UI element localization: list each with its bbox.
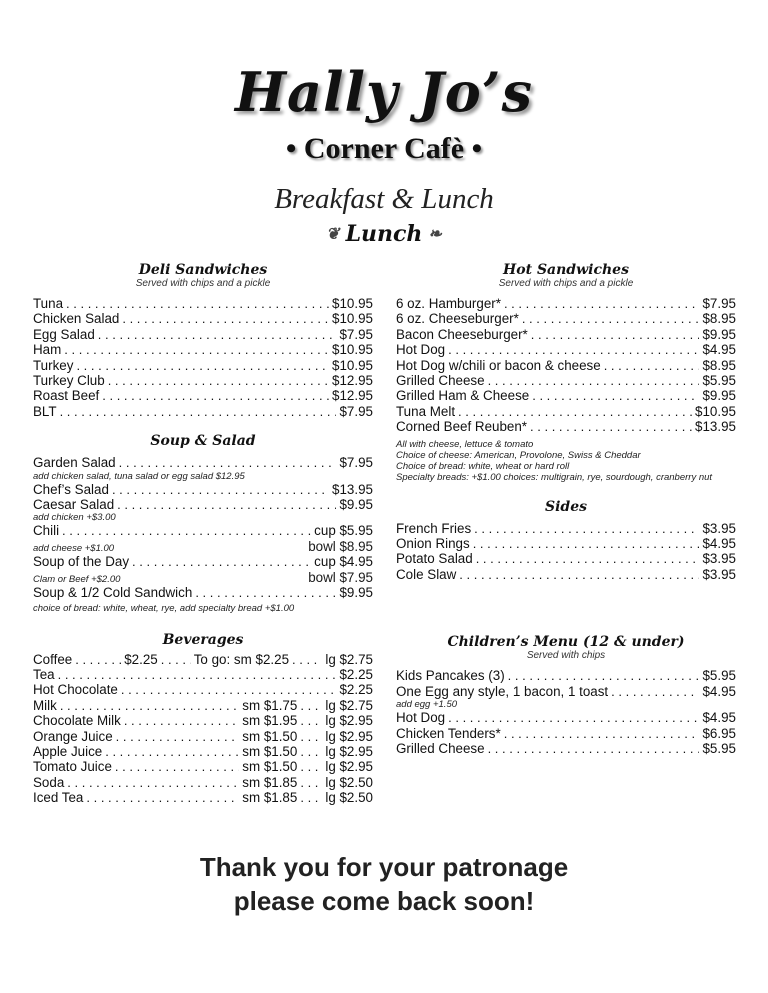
hot-note: All with cheese, lettuce & tomato bbox=[396, 438, 534, 450]
deli-subtitle: Served with chips and a pickle bbox=[135, 278, 271, 289]
menu-item: Hot Chocolate . . . $2.25 bbox=[33, 682, 373, 697]
deli-title: Deli Sandwiches bbox=[138, 262, 268, 278]
logo-subtitle: • Corner Cafè • bbox=[285, 132, 483, 165]
hot-title: Hot Sandwiches bbox=[503, 262, 629, 278]
menu-item: Hot Dog w/chili or bacon & cheese . . . $8.95 bbox=[396, 358, 736, 373]
item-note: add egg +1.50 bbox=[396, 699, 458, 711]
logo-title: Hally Jo’s bbox=[235, 60, 533, 124]
menu-item: Soup & 1/2 Cold Sandwich . . . $9.95 bbox=[33, 585, 373, 600]
hot-notes bbox=[396, 439, 736, 483]
menu-item: Roast Beef . . . $12.95 bbox=[33, 388, 373, 403]
menu-item: Bacon Cheeseburger* . . . $9.95 bbox=[396, 327, 736, 342]
menu-item: Chicken Tenders* . . . $6.95 bbox=[396, 726, 736, 741]
deli-list bbox=[33, 296, 373, 419]
menu-item: French Fries . . . $3.95 bbox=[396, 521, 736, 536]
menu-item: Tuna Melt . . . $10.95 bbox=[396, 404, 736, 419]
menu-item: Cole Slaw . . . $3.95 bbox=[396, 567, 736, 582]
menu-item: Caesar Salad . . . $9.95 bbox=[33, 497, 373, 512]
menu-item: Hot Dog . . . $4.95 bbox=[396, 342, 736, 357]
menu-item: Iced Tea . . . sm $1.85 . . . lg $2.50 bbox=[33, 790, 373, 805]
menu-item: Turkey . . . $10.95 bbox=[33, 358, 373, 373]
menu-item: Apple Juice . . . sm $1.50 . . . lg $2.95 bbox=[33, 744, 373, 759]
left-column bbox=[33, 262, 373, 806]
menu-item: Egg Salad . . . $7.95 bbox=[33, 327, 373, 342]
sides-title: Sides bbox=[544, 498, 587, 515]
menu-item: Chocolate Milk . . . sm $1.95 . . . lg $2.95 bbox=[33, 713, 373, 728]
right-column bbox=[396, 262, 736, 756]
menu-item: Onion Rings . . . $4.95 bbox=[396, 536, 736, 551]
menu-item: Milk . . . sm $1.75 . . . lg $2.75 bbox=[33, 698, 373, 713]
menu-item: Chicken Salad . . . $10.95 bbox=[33, 311, 373, 326]
menu-item: Grilled Ham & Cheese . . . $9.95 bbox=[396, 388, 736, 403]
item-note-row: add cheese +$1.00 bowl $8.95 bbox=[33, 538, 373, 554]
flourish-right-icon: ❧ bbox=[428, 224, 442, 243]
hot-note: Choice of cheese: American, Provolone, Swiss & Cheddar bbox=[396, 449, 641, 461]
menu-item: 6 oz. Hamburger* . . . $7.95 bbox=[396, 296, 736, 311]
menu-item: Soup of the Day . . . cup $4.95 bbox=[33, 554, 373, 569]
menu-item: Chili . . . cup $5.95 bbox=[33, 523, 373, 538]
menu-item: Orange Juice . . . sm $1.50 . . . lg $2.95 bbox=[33, 729, 373, 744]
footer-line: please come back soon! bbox=[233, 886, 535, 916]
soup-title: Soup & Salad bbox=[150, 433, 256, 450]
menu-item: Chef’s Salad . . . $13.95 bbox=[33, 482, 373, 497]
hot-note: Choice of bread: white, wheat or hard roll bbox=[396, 460, 570, 472]
item-note: add chicken +$3.00 bbox=[33, 512, 116, 524]
menu-item: Kids Pancakes (3) . . . $5.95 bbox=[396, 668, 736, 683]
bread-note: choice of bread: white, wheat, rye, add specialty bread +$1.00 bbox=[33, 602, 295, 614]
menu-item: Garden Salad . . . $7.95 bbox=[33, 455, 373, 470]
menu-item: Turkey Club . . . $12.95 bbox=[33, 373, 373, 388]
flourish-left-icon: ❦ bbox=[326, 224, 340, 243]
menu-item: Ham . . . $10.95 bbox=[33, 342, 373, 357]
footer-message bbox=[0, 850, 768, 918]
menu-item: BLT . . . $7.95 bbox=[33, 404, 373, 419]
menu-item: 6 oz. Cheeseburger* . . . $8.95 bbox=[396, 311, 736, 326]
footer-line: Thank you for your patronage bbox=[199, 852, 569, 882]
item-note: add chicken salad, tuna salad or egg salad $12.95 bbox=[33, 470, 245, 482]
menu-header bbox=[0, 60, 768, 248]
menu-item: Grilled Cheese . . . $5.95 bbox=[396, 373, 736, 388]
section-label: Lunch bbox=[345, 221, 423, 247]
menu-item: Corned Beef Reuben* . . . $13.95 bbox=[396, 419, 736, 434]
hot-subtitle: Served with chips and a pickle bbox=[498, 278, 634, 289]
menu-item: Potato Salad . . . $3.95 bbox=[396, 551, 736, 566]
beverages-title: Beverages bbox=[162, 631, 244, 648]
menu-item: Soda . . . sm $1.85 . . . lg $2.50 bbox=[33, 775, 373, 790]
menu-item: Tuna . . . $10.95 bbox=[33, 296, 373, 311]
menu-item: Grilled Cheese . . . $5.95 bbox=[396, 741, 736, 756]
menu-item: Hot Dog . . . $4.95 bbox=[396, 710, 736, 725]
kids-subtitle: Served with chips bbox=[526, 650, 606, 662]
kids-title: Children’s Menu (12 & under) bbox=[447, 634, 685, 651]
menu-subtitle: Breakfast & Lunch bbox=[274, 183, 494, 215]
menu-item: Tomato Juice . . . sm $1.50 . . . lg $2.95 bbox=[33, 759, 373, 774]
menu-item: Tea . . . $2.25 bbox=[33, 667, 373, 682]
menu-item: One Egg any style, 1 bacon, 1 toast . . . $4.95 bbox=[396, 684, 736, 699]
hot-note: Specialty breads: +$1.00 choices: multigrain, rye, sourdough, cranberry nut bbox=[396, 471, 713, 483]
menu-item: Coffee . . . $2.25 . . . To go: sm $2.25 . . . lg $2.75 bbox=[33, 652, 373, 667]
menu-section-heading bbox=[0, 220, 768, 248]
item-note-row: Clam or Beef +$2.00 bowl $7.95 bbox=[33, 569, 373, 585]
